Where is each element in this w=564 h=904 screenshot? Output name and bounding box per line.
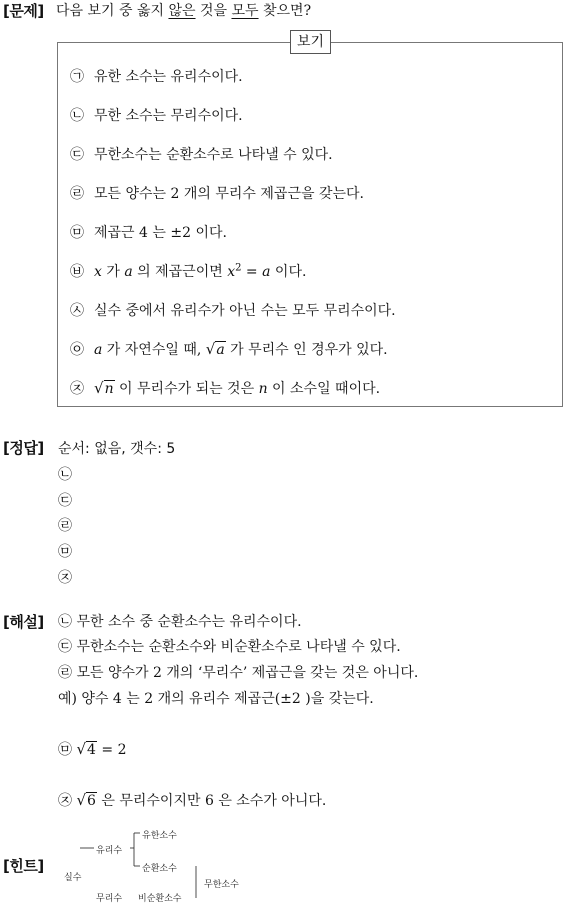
examples-box-title: 보기: [290, 30, 331, 54]
explanation-line: ㉡ 무한 소수 중 순환소수는 유리수이다.: [58, 614, 302, 630]
explanation-line: ㉣ 모든 양수가 2 개의 ‘무리수’ 제곱근을 갖는 것은 아니다.: [58, 665, 419, 681]
explanation-label: [해설]: [3, 613, 44, 631]
example-item: ㉦ 실수 중에서 유리수가 아닌 수는 모두 무리수이다.: [70, 303, 396, 319]
hint-nonrepeating: 비순환소수: [138, 894, 182, 904]
answer-item: ㉡: [58, 467, 72, 483]
example-item: ㉢ 무한소수는 순환소수로 나타낼 수 있다.: [70, 147, 333, 163]
sqrt-expression: √6: [76, 791, 96, 809]
answer-item: ㉢: [58, 493, 72, 509]
hint-real: 실수: [64, 873, 82, 883]
hint-repeating: 순환소수: [142, 864, 177, 874]
example-item: ㉡ 무한 소수는 무리수이다.: [70, 108, 243, 124]
hint-infinite: 무한소수: [204, 880, 239, 890]
problem-label: [문제]: [3, 2, 44, 20]
answer-item: ㉤: [58, 544, 72, 560]
explanation-line: ㉨ √6 은 무리수이지만 6 은 소수가 아니다.: [58, 791, 327, 809]
example-item: ㉠ 유한 소수는 유리수이다.: [70, 69, 243, 85]
explanation-line: ㉤ √4 = 2: [58, 740, 127, 758]
example-item: ㉧ a 가 자연수일 때, √a 가 무리수 인 경우가 있다.: [70, 340, 388, 358]
explanation-line: 예) 양수 4 는 2 개의 유리수 제곱근(±2 )을 갖는다.: [58, 691, 374, 707]
example-item: ㉤ 제곱근 4 는 ±2 이다.: [70, 225, 227, 241]
sqrt-expression: √n: [94, 379, 114, 397]
hint-finite: 유한소수: [142, 831, 177, 841]
sqrt-expression: √a: [205, 340, 225, 358]
example-item: ㉣ 모든 양수는 2 개의 무리수 제곱근을 갖는다.: [70, 186, 364, 202]
sqrt-expression: √4: [76, 740, 96, 758]
example-item: ㉥ x 가 a 의 제곱근이면 $x^2 = a$ 이다.: [70, 262, 307, 280]
answer-label: [정답]: [3, 439, 44, 457]
hint-rational: 유리수: [96, 846, 123, 856]
question-text: 다음 보기 중 옳지 않은 것을 모두 찾으면?: [56, 3, 312, 19]
hint-label: [힌트]: [3, 857, 44, 875]
explanation-line: ㉢ 무한소수는 순환소수와 비순환소수로 나타낼 수 있다.: [58, 639, 401, 655]
hint-irrational: 무리수: [96, 894, 123, 904]
answer-item: ㉣: [58, 518, 72, 534]
example-item: ㉨ √n 이 무리수가 되는 것은 n 이 소수일 때이다.: [70, 379, 381, 397]
answer-summary: 순서: 없음, 갯수: 5: [58, 441, 176, 457]
answer-item: ㉨: [58, 570, 72, 586]
